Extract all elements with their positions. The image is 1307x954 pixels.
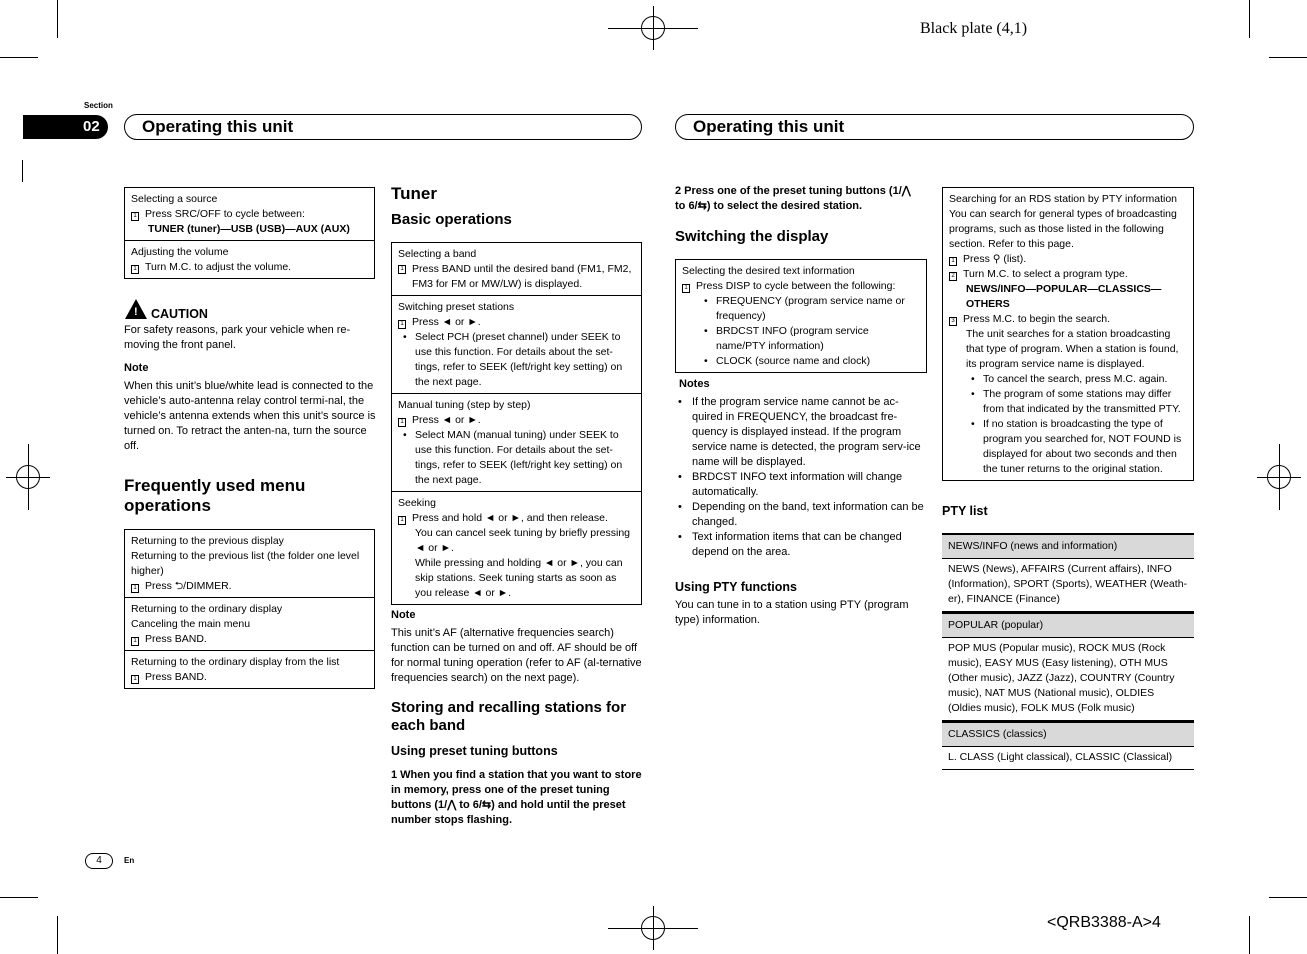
pty-list-table [942,533,1194,770]
crop-mark [22,160,23,182]
table-detail: NEWS/INFO—POPULAR—CLASSICS—OTHERS [966,283,1162,310]
page-number: 4 [85,853,113,869]
pty-list-heading: PTY list [942,504,988,518]
table-heading: Searching for an RDS station by PTY information [949,193,1178,205]
table-step: 3 Press M.C. to begin the search. [949,312,1187,327]
table-step: 1 Press and hold ◄ or ►, and then release. [398,511,635,526]
table-detail: You can cancel seek tuning by briefly pressing ◄ or ►. [415,527,630,554]
note-label: Note [391,609,416,621]
table-heading: Selecting a source [131,193,218,205]
note-text: This unit’s AF (alternative frequencies search) function can be turned on and off. AF should be off for normal tuning operation (refer to AF (al-ternative frequencies search) on the next page). [391,627,642,684]
plate-label: Black plate (4,1) [920,20,1028,37]
table-heading: Seeking [398,497,436,509]
step-one: 1 When you find a station that you want to store in memory, press one of the preset tuning buttons (1/⋀ to 6/⇆) and hold until the preset number stops flashing. [391,769,642,826]
table-step: 1 Press BAND until the desired band (FM1, FM2, FM3 for FM or MW/LW) is displayed. [398,262,635,292]
table-detail: TUNER (tuner)—USB (USB)—AUX (AUX) [148,223,350,235]
table-step: 2 Turn M.C. to select a program type. [949,267,1187,282]
table-heading: Canceling the main menu [131,618,251,630]
section-number: 02 [23,115,108,139]
table-step: 1 Press ◄ or ►. [398,315,635,330]
table-step: 1 Press BAND. [131,670,368,685]
pty-functions-heading: Using PTY functions [675,580,797,594]
tuner-table [391,242,642,605]
crop-mark [1269,57,1307,58]
table-text: You can search for general types of broadcasting programs, such as those listed in the following section. Refer to this page. [949,208,1177,250]
pty-category: CLASSICS (classics) [942,721,1194,747]
list-item: • Depending on the band, text information can be changed. [675,500,927,530]
table-heading: Selecting the desired text information [682,265,855,277]
storing-heading: Storing and recalling stations for each band [391,699,627,734]
table-detail: While pressing and holding ◄ or ►, you can skip stations. Seek tuning starts as soon as you release ◄ or ►. [415,557,623,599]
table-detail: The unit searches for a station broadcasting that type of program. When a station is found, its program service name is displayed. [966,328,1179,370]
crop-mark [57,0,58,38]
table-step: 1 Press ◄ or ►. [398,413,635,428]
note-text: When this unit’s blue/white lead is connected to the vehicle’s auto-antenna relay control termi-nal, the vehicle’s antenna extends when this unit’s source is turned on. To retract the anten-na, turn the source off. [124,380,376,452]
pty-category: NEWS/INFO (news and information) [942,533,1194,559]
source-volume-table [124,187,375,279]
table-bullet: • CLOCK (source name and clock) [699,354,920,369]
step-two: 2 Press one of the preset tuning buttons (1/⋀ to 6/⇆) to select the desired station. [675,185,911,212]
table-heading: Manual tuning (step by step) [398,399,531,411]
crop-mark [1249,916,1250,954]
tuner-heading: Tuner [391,184,437,203]
menu-operations-table [124,529,375,689]
list-item: • Text information items that can be changed depend on the area. [675,530,927,560]
notes-list [675,395,927,560]
pty-category: POPULAR (popular) [942,612,1194,638]
crop-mark [1249,0,1250,38]
table-bullet: • FREQUENCY (program service name or frequency) [699,294,920,324]
crop-mark [0,57,38,58]
document-code: <QRB3388-A>4 [1047,914,1161,931]
note-label: Note [124,362,149,374]
pty-search-table [942,187,1194,481]
switching-display-heading: Switching the display [675,228,829,245]
frequently-used-heading: Frequently used menu operations [124,476,306,515]
table-step: 1 Press BAND. [131,632,368,647]
pty-items: POP MUS (Popular music), ROCK MUS (Rock music), EASY MUS (Easy listening), OTH MUS (Other music), JAZZ (Jazz), COUNTRY (Country music), NAT MUS (National music), OLDIES (Oldies music), FOLK MUS (Folk music) [942,638,1194,721]
table-step: 1 Turn M.C. to adjust the volume. [131,260,368,275]
crop-mark [0,897,38,898]
page-header-right: Operating this unit [675,114,1194,140]
table-bullet: • Select MAN (manual tuning) under SEEK to use this function. For details about the set-tings, refer to SEEK (left/right key setting) on the next page. [398,428,635,488]
crop-mark [1269,897,1307,898]
pty-functions-text: You can tune in to a station using PTY (program type) information. [675,599,909,626]
table-step: 1 Press SRC/OFF to cycle between: [131,207,368,222]
table-bullet: • Select PCH (preset channel) under SEEK to use this function. For details about the set-tings, refer to SEEK (left/right key setting) on the next page. [398,330,635,390]
caution-text: For safety reasons, park your vehicle when re-moving the front panel. [124,324,351,351]
table-bullet: • If no station is broadcasting the type of program you searched for, NOT FOUND is displayed for about two seconds and then the tuner returns to the original station. [966,417,1187,477]
table-bullet: • The program of some stations may differ from that indicated by the transmitted PTY. [966,387,1187,417]
page-header-left: Operating this unit [124,114,642,140]
notes-label: Notes [679,378,710,390]
table-heading: Returning to the previous display [131,535,284,547]
registration-mark [653,6,654,50]
list-item: • BRDCST INFO text information will change automatically. [675,470,927,500]
section-label: Section [84,101,113,110]
registration-mark [1279,444,1280,510]
caution-icon: ! [134,306,138,318]
registration-mark [28,444,29,510]
language-label: En [124,856,135,865]
crop-mark [57,916,58,954]
table-bullet: • To cancel the search, press M.C. again. [966,372,1187,387]
caution-label: CAUTION [151,307,208,321]
pty-items: L. CLASS (Light classical), CLASSIC (Classical) [942,747,1194,770]
list-item: • If the program service name cannot be ac-quired in FREQUENCY, the broadcast fre-quency is displayed instead. If the program service name is detected, the program serv-ice name will be displayed. [675,395,927,470]
table-heading: Returning to the ordinary display from the list [131,656,340,668]
table-heading: Returning to the previous list (the folder one level higher) [131,550,360,577]
pty-items: NEWS (News), AFFAIRS (Current affairs), INFO (Information), SPORT (Sports), WEATHER (Weath-er), FINANCE (Finance) [942,559,1194,612]
display-table [675,259,927,373]
table-heading: Selecting a band [398,248,477,260]
table-heading: Returning to the ordinary display [131,603,283,615]
table-heading: Switching preset stations [398,301,515,313]
table-bullet: • BRDCST INFO (program service name/PTY information) [699,324,920,354]
table-step: 1 Press ⚲ (list). [949,252,1187,267]
registration-mark [653,906,654,950]
table-heading: Adjusting the volume [131,246,229,258]
preset-heading: Using preset tuning buttons [391,744,558,758]
table-step: 1 Press DISP to cycle between the following: [682,279,920,294]
table-step: 1 Press ⮌/DIMMER. [131,579,368,594]
basic-operations-heading: Basic operations [391,211,512,228]
